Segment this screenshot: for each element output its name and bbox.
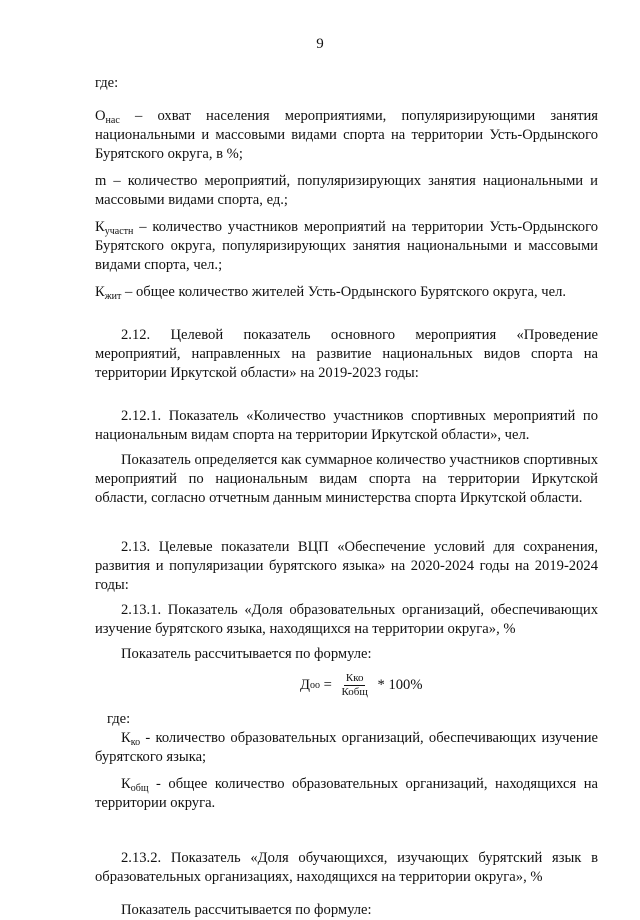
section-2-12-1-description: Показатель определяется как суммарное количество участников спортивных мероприятий по национальным видам спорта на территории Иркутской области, согласно отчетным данным министерства спорта Иркутской области. — [95, 452, 598, 506]
section-2-13-2: 2.13.2. Показатель «Доля обучающихся, изучающих бурятский язык в образовательных организациях, находящихся на территории округа», % — [95, 850, 598, 885]
formula-denominator: Кобщ — [341, 686, 368, 698]
page-number: 9 — [316, 36, 324, 52]
symbol: К — [121, 776, 131, 792]
symbol: К — [95, 284, 105, 300]
symbol: О — [95, 108, 106, 124]
where-label: где: — [95, 75, 119, 91]
definition-onas — [95, 107, 598, 164]
definition-text: – общее количество жителей Усть-Ордынского Бурятского округа, чел. — [121, 284, 567, 300]
symbol-subscript: общ — [130, 783, 149, 794]
formula-fraction — [340, 672, 370, 699]
section-2-13-1: 2.13.1. Показатель «Доля образовательных организаций, обеспечивающих изучение бурятского языка, находящихся на территории округа», % — [95, 602, 598, 637]
symbol-subscript: ко — [130, 737, 141, 748]
document-body — [95, 74, 598, 920]
section-2-12: 2.12. Целевой показатель основного мероприятия «Проведение мероприятий, направленных на развитие национальных видов спорта на территории Иркутской области» на 2019-2023 годы: — [95, 327, 598, 381]
section-2-12-1: 2.12.1. Показатель «Количество участников спортивных мероприятий по национальным видам спорта на территории Иркутской области», чел. — [95, 408, 598, 443]
symbol: К — [121, 730, 131, 746]
definition-kuchastn — [95, 218, 598, 275]
definition-text: - количество образовательных организаций, обеспечивающих изучение бурятского языка; — [95, 730, 598, 765]
formula-numerator: Кко — [345, 672, 364, 684]
formula-rhs: * 100% — [373, 677, 423, 693]
formula-lhs: Д — [300, 677, 310, 693]
symbol: К — [95, 219, 105, 235]
definition-kzhit — [95, 283, 598, 302]
definition-text: – охват населения мероприятиями, популяризирующими занятия национальными и массовыми видами спорта на территории Усть-Ордынского Бурятского округа, в %; — [95, 108, 598, 162]
definition-kko — [95, 729, 598, 767]
definition-m: m – количество мероприятий, популяризирующих занятия национальными и массовыми видами спорта, ед.; — [95, 173, 598, 208]
formula-intro-2: Показатель рассчитывается по формуле: — [121, 902, 372, 918]
formula: Д оо = $\frac{\text{Кко}}{\text{Кобщ}}$ * 100% — [300, 672, 423, 698]
symbol-subscript: участн — [104, 226, 134, 237]
symbol-subscript: нас — [105, 115, 120, 126]
definition-text: – количество участников мероприятий на территории Усть-Ордынского Бурятского округа, популяризирующих занятия национальными и массовыми видами спорта, чел.; — [95, 219, 598, 273]
formula-intro: Показатель рассчитывается по формуле: — [121, 646, 372, 662]
where-label-2: где: — [107, 711, 131, 727]
formula-equals: = — [319, 677, 336, 693]
definition-kobsh — [95, 775, 598, 813]
symbol-subscript: жит — [104, 291, 122, 302]
section-2-13: 2.13. Целевые показатели ВЦП «Обеспечение условий для сохранения, развития и популяризации бурятского языка» на 2020-2024 годы на 2019-2024 годы: — [95, 539, 598, 593]
definition-text: - общее количество образовательных организаций, находящихся на территории округа. — [95, 776, 598, 811]
